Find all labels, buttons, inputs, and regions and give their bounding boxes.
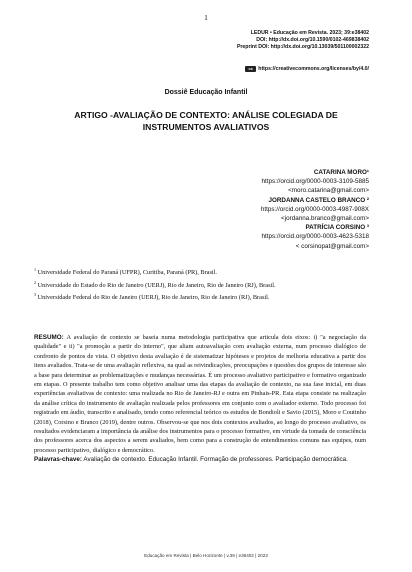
affiliation-number: 1 xyxy=(34,267,36,272)
author-email[interactable]: <moro.catarina@gmail.com> xyxy=(288,187,369,195)
abstract-paragraph xyxy=(34,333,366,455)
affiliation-item xyxy=(34,278,276,291)
abstract-label: RESUMO: xyxy=(34,334,64,341)
license-link[interactable]: https://creativecommons.org/licenses/by/4.0/ xyxy=(258,66,369,72)
creative-commons-icon: cc xyxy=(245,66,256,72)
author-orcid-link[interactable]: https://orcid.org/0000-0003-4987-908X xyxy=(260,205,369,213)
author-list xyxy=(261,168,369,251)
article-title xyxy=(50,110,362,133)
title-line-2: INSTRUMENTOS AVALIATIVOS xyxy=(142,121,270,132)
affiliation-item xyxy=(34,290,276,303)
affiliation-text: Universidade Federal do Rio de Janeiro (UERJ), Rio de Janeiro, Rio de Janeiro (RJ), Brasil. xyxy=(37,294,270,302)
affiliation-number: 2 xyxy=(34,279,36,285)
author-name: PATRÍCIA CORSINO ³ xyxy=(305,224,369,232)
doi-link[interactable]: DOI: http://dx.doi.org/10.1590/0102-469838402 xyxy=(256,37,369,44)
article-metadata xyxy=(237,30,369,52)
keywords-label: Palavras-chave: xyxy=(34,456,82,464)
affiliation-text: Universidade do Estado do Rio de Janeiro (UERJ), Rio de Janeiro, Rio de Janeiro (RJ), Brasil. xyxy=(37,281,276,289)
preprint-doi-link[interactable]: Preprint DOI: http://dx.doi.org/10.13039/501100002322 xyxy=(236,44,369,51)
keywords-text: Avaliação de contexto. Educação Infantil. Formação de professores. Participação democrática. xyxy=(83,456,348,464)
author-name: JORDANNA CASTELO BRANCO ² xyxy=(268,196,369,204)
author-name: CATARINA MORO¹ xyxy=(313,169,369,176)
affiliation-number: 3 xyxy=(34,292,36,297)
affiliation-list xyxy=(34,265,276,303)
abstract-text: A avaliação de contexto se baseia numa metodologia participativa que articula dois eixos: i) "a negociação da qualidade" e ii) "a promoção a partir do interno", que aliam autoavaliação com avaliação externa, num processo dialógico de confronto de pontos de vista. O objetivo desta avaliação é de sistematizar hipóteses e projetos de melhoria educativa a partir dos itens avaliados. Trata-se de uma avaliação reflexiva, na qual as reivindicações, preocupações e questões dos grupos de interesse são a base para determinar as problematizações e mudanças necessárias. É um processo avaliativo participativo e formativo organizado em etapas. O presente trabalho tem como objetivo analisar uma das etapas da avaliação de contexto, na sua fase inicial, em duas experiências avaliativas de contexto: uma realizada no Rio de Janeiro-RJ e outra em Pinhais-PR. Esta etapa consiste na realização da análise crítica do instrumento de avaliação realizada pelos professores em conjunto com o avaliador externo. Todo processo foi registrado em áudio, transcrito e analisado, tendo como referencial teórico os estudos de Bondioli e Savio (2015), Moro e Coutinho (2018), Corsino e Branco (2019), dentre outros. Observou-se que nos dois contextos avaliados, ao longo do processo avaliativo, os resultados evidenciaram a importância da análise dos instrumentos para o processo formativo, em virtude da tomada de consciência dos professores acerca dos aspectos a serem avaliados, bem como para a construção de entendimentos comuns nas equipes, num processo participativo, dialógico e democrático. xyxy=(34,334,366,454)
section-heading: Dossiê Educação Infantil xyxy=(164,89,248,96)
affiliation-text: Universidade Federal do Paraná (UFPR), Curitiba, Paraná (PR), Brasil. xyxy=(37,269,218,277)
page-footer: Educação em Revista | Belo Horizonte | v.39 | e38402 | 2023 xyxy=(144,553,268,558)
author-orcid-link[interactable]: https://orcid.org/0000-0003-4623-5318 xyxy=(261,233,369,241)
author-email[interactable]: <jordanna.branco@gmail.com> xyxy=(281,215,369,223)
journal-line: LEDUR • Educação em Revista. 2023; 39:e38402 xyxy=(250,30,369,36)
abstract-block xyxy=(34,333,366,465)
page-number: 1 xyxy=(204,13,208,22)
affiliation-item xyxy=(34,265,276,278)
title-line-1: ARTIGO -AVALIAÇÃO DE CONTEXTO: ANÁLISE COLEGIADA DE xyxy=(74,110,338,120)
author-email[interactable]: < corsinopat@gmail.com> xyxy=(295,242,369,250)
keywords-paragraph xyxy=(34,455,366,464)
license-line xyxy=(245,66,369,72)
author-orcid-link[interactable]: https://orcid.org/0000-0003-3109-5885 xyxy=(261,178,369,186)
